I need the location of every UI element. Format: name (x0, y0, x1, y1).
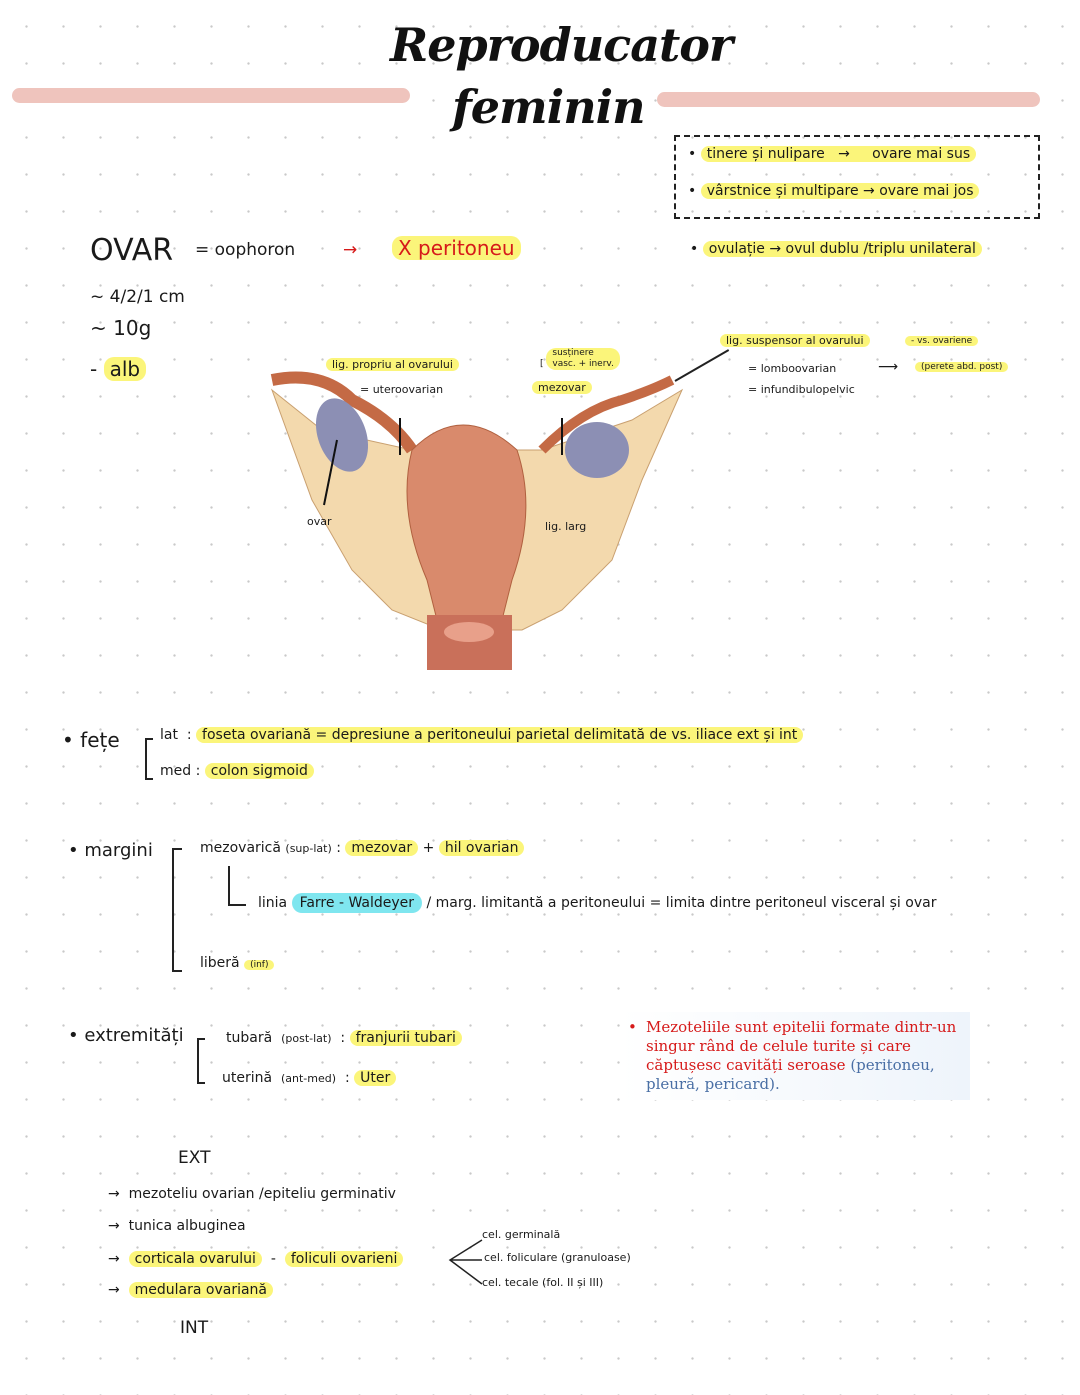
fete-lat (160, 727, 803, 743)
margin-mezovarica (200, 840, 524, 856)
note-text (646, 1018, 966, 1094)
ovary-right (565, 422, 629, 478)
position: (sup-lat) (285, 842, 332, 855)
lat-label: lat (160, 727, 178, 743)
cell-1: cel. germinală (482, 1228, 561, 1241)
decorative-bar-right (657, 92, 1040, 107)
color-value: alb (104, 357, 147, 381)
margini-label: • margini (68, 840, 153, 861)
vasc-inerv-text: vasc. + inerv. (552, 359, 614, 369)
bracket (172, 848, 182, 972)
position: (post-lat) (281, 1032, 332, 1045)
ovar-color (90, 357, 146, 381)
box-item-1-left: tinere și nulipare (706, 146, 825, 162)
bracket (197, 1038, 205, 1084)
position: (inf) (244, 960, 274, 970)
fete-med (160, 763, 314, 779)
ovar-peritoneu (392, 236, 521, 260)
box-item-1: • tinere și nulipare → ovare mai sus (688, 146, 976, 162)
margini-text: margini (84, 840, 153, 861)
sustinere-text: susținere (552, 348, 594, 358)
lig-suspensor-text: lig. suspensor al ovarului (720, 334, 870, 347)
label-vs-ovariene (905, 336, 978, 346)
page-title-line1: Reproducator (390, 18, 733, 72)
uterina-label: uterină (222, 1070, 273, 1086)
note-examples: (peritoneu, pleură, pericard) (646, 1056, 935, 1093)
mezovar: mezovar (345, 840, 418, 856)
foliculi-ovarieni: foliculi ovarieni (285, 1251, 404, 1267)
mezoteliu: mezoteliu ovarian /epiteliu germinativ (128, 1186, 396, 1202)
arrow-icon: → (108, 1186, 120, 1202)
med-label: med (160, 763, 192, 779)
colon: : (336, 840, 341, 856)
colon: : (195, 763, 201, 779)
colon: : (344, 1070, 350, 1086)
margin-libera (200, 955, 274, 971)
box-item-1-right: ovare mai sus (872, 146, 971, 162)
colon-sigmoid: colon sigmoid (205, 763, 314, 779)
lig-propriu-text: lig. propriu al ovarului (326, 358, 459, 371)
layer-item-3 (108, 1251, 403, 1267)
ovulation-note: • ovulație → ovul dublu /triplu unilateral (690, 241, 982, 257)
ovar-synonym: = oophoron (195, 240, 296, 260)
bracket (145, 738, 153, 780)
decorative-bar-left (12, 88, 410, 103)
fete-text: fețe (80, 728, 120, 752)
label-sustinere: [ susținere vasc. + inerv. (540, 348, 620, 370)
branch-lines (448, 1238, 484, 1286)
label-lomboovarian: = lomboovarian (748, 362, 837, 375)
tubara-label: tubară (226, 1030, 273, 1046)
peritoneu-text: X peritoneu (392, 236, 521, 260)
layer-ext: EXT (178, 1148, 211, 1168)
extremitati-text: extremități (84, 1025, 184, 1046)
layer-int: INT (180, 1318, 209, 1338)
arrow-icon: → (838, 146, 850, 162)
cell-3: cel. tecale (fol. II și III) (482, 1276, 604, 1289)
label-ovar: ovar (307, 515, 332, 528)
label-lig-propriu (326, 358, 459, 371)
label-lig-suspensor (720, 334, 870, 347)
linia-farre-waldeyer (258, 895, 936, 911)
layer-item-1 (108, 1186, 396, 1202)
box-item-2-right: ovare mai jos (879, 183, 974, 199)
ovulation-left: ovulație (708, 241, 765, 257)
plus: + (422, 840, 435, 856)
ovar-size: ~ 4/2/1 cm (90, 287, 185, 307)
arrow-icon: ⟶ (878, 359, 899, 375)
hil-ovarian: hil ovarian (439, 840, 525, 856)
ovulation-right: ovul dublu /triplu unilateral (785, 241, 976, 257)
label-lig-larg: lig. larg (545, 520, 587, 533)
linia-definition: / marg. limitantă a peritoneului = limita dintre peritoneul visceral și ovar (426, 895, 937, 911)
mezovarica-label: mezovarică (200, 840, 281, 856)
linia: linia (258, 895, 288, 911)
page-title-line2: feminin (452, 80, 645, 134)
bullet-icon: • (628, 1018, 637, 1036)
medulara: medulara ovariană (129, 1282, 273, 1298)
arrow-icon: → (343, 240, 358, 260)
label-uteroovarian: = uteroovarian (360, 383, 444, 396)
dash: - (90, 357, 98, 381)
box-item-2: • vârstnice și multipare → ovare mai jos (688, 183, 979, 199)
tunica-albuginea: tunica albuginea (128, 1218, 246, 1234)
foseta-definition: = depresiune a peritoneului parietal delimitată de vs. iliace ext și int (315, 727, 798, 743)
farre-waldeyer: Farre - Waldeyer (292, 893, 422, 913)
definition-note (620, 1012, 970, 1100)
franjurii-tubari: franjurii tubari (350, 1030, 462, 1046)
libera-label: liberă (200, 955, 240, 971)
layer-item-2 (108, 1218, 246, 1234)
layer-item-4 (108, 1282, 273, 1298)
label-infundibulopelvic: = infundibulopelvic (748, 383, 855, 396)
perete-text: (perete abd. post) (915, 362, 1008, 372)
extremity-tubara (226, 1030, 462, 1046)
period: . (775, 1075, 780, 1093)
cell-2: cel. foliculare (granuloase) (484, 1251, 631, 1264)
arrow-icon: → (108, 1282, 120, 1298)
arrow-icon: → (769, 241, 782, 257)
corticala: corticala ovarului (129, 1251, 262, 1267)
uter: Uter (354, 1070, 396, 1086)
arrow-icon: → (863, 183, 875, 199)
foseta-ovariana: foseta ovariană (202, 727, 312, 743)
extremity-uterina (222, 1070, 396, 1086)
arrow-icon: → (108, 1251, 120, 1267)
colon: : (186, 727, 192, 743)
sub-arrow (228, 866, 246, 906)
position: (ant-med) (280, 1072, 337, 1085)
note-main: Mezoteliile sunt epitelii formate dintr-un singur rând de celule turite și care căptușesc cavități seroase (646, 1018, 957, 1074)
colon: : (340, 1030, 346, 1046)
extremitati-label: • extremități (68, 1025, 184, 1046)
label-perete (915, 362, 1008, 372)
arrow-icon: → (108, 1218, 120, 1234)
fete-label: • fețe (62, 728, 120, 752)
dash: - (270, 1251, 276, 1267)
label-mezovar (532, 381, 592, 394)
ovar-heading: OVAR (90, 233, 174, 268)
ovar-weight: ~ 10g (90, 316, 152, 340)
box-item-2-left: vârstnice și multipare (706, 183, 859, 199)
mezovar-text: mezovar (532, 381, 592, 394)
vs-ovariene-text: - vs. ovariene (905, 336, 978, 346)
